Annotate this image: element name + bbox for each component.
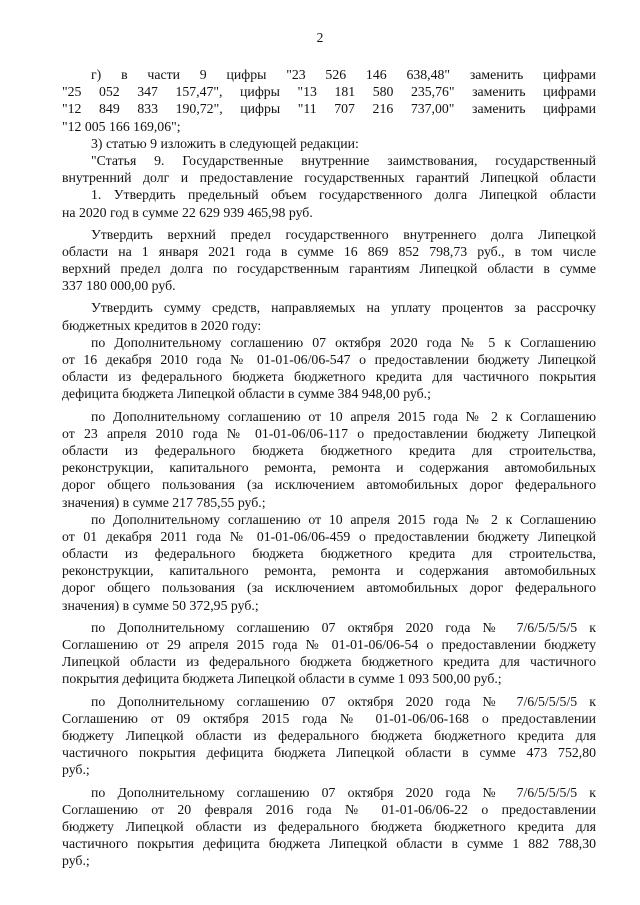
text-line: "Статья 9. Государственные внутренние заимствования, государственный xyxy=(91,152,596,168)
text-line: 337 180 000,00 руб. xyxy=(62,278,176,294)
text-line: по Дополнительному соглашению 07 октября 2020 года № 5 к Соглашению xyxy=(91,334,596,350)
text-line: области на 1 января 2021 года в сумме 16 869 852 798,73 руб., в том числе xyxy=(62,243,596,259)
text-line: по Дополнительному соглашению от 10 апреля 2015 года № 2 к Соглашению xyxy=(91,408,596,424)
text-line: верхний предел долга по государственным гарантиям Липецкой области в сумме xyxy=(62,261,596,277)
document-body xyxy=(62,66,596,869)
text-line: по Дополнительному соглашению 07 октября 2020 года № 7/6/5/5/5/5 к xyxy=(91,693,596,709)
text-line: по Дополнительному соглашению 07 октября 2020 года № 7/6/5/5/5/5 к xyxy=(91,619,596,635)
text-line: от 23 апреля 2010 года № 01-01-06/06-117 о предоставлении бюджету Липецкой xyxy=(62,425,596,441)
text-line: "25 052 347 157,47", цифры "13 181 580 235,76" заменить цифрами xyxy=(62,84,596,100)
text-line: дефицита бюджета Липецкой области в сумме 384 948,00 руб.; xyxy=(62,386,431,402)
text-line: Соглашению от 20 февраля 2016 года № 01-01-06/06-22 о предоставлении xyxy=(62,801,596,817)
text-line: области из федерального бюджета бюджетного кредита для строительства, xyxy=(62,546,596,562)
text-line: бюджету Липецкой области из федерального бюджета бюджетного кредита для xyxy=(62,818,596,834)
text-line: частичного покрытия дефицита бюджета Липецкой области в сумме 1 882 788,30 xyxy=(62,836,596,852)
text-line: внутренний долг и предоставление государственных гарантий Липецкой области xyxy=(62,170,596,186)
text-line: от 01 декабря 2011 года № 01-01-06/06-459 о предоставлении бюджету Липецкой xyxy=(62,528,596,544)
page-number: 2 xyxy=(316,30,324,45)
text-line: "12 849 833 190,72", цифры "11 707 216 737,00" заменить цифрами xyxy=(62,101,596,117)
text-line: Утвердить верхний предел государственного внутреннего долга Липецкой xyxy=(91,226,596,242)
text-line: 3) статью 9 изложить в следующей редакции: xyxy=(91,135,359,151)
text-line: Соглашению от 29 апреля 2015 года № 01-01-06/06-54 о предоставлении бюджету xyxy=(62,637,596,652)
text-line: бюджету Липецкой области из федерального бюджета бюджетного кредита для xyxy=(62,727,596,743)
text-line: Утвердить сумму средств, направляемых на уплату процентов за рассрочку xyxy=(91,300,596,316)
text-line: реконструкции, капитального ремонта, ремонта и содержания автомобильных xyxy=(62,460,596,476)
text-line: Липецкой области из федерального бюджета бюджетного кредита для частичного xyxy=(62,654,596,670)
text-line: руб.; xyxy=(62,853,90,869)
text-line: по Дополнительному соглашению 07 октября 2020 года № 7/6/5/5/5/5 к xyxy=(91,784,596,800)
text-line: покрытия дефицита бюджета Липецкой области в сумме 1 093 500,00 руб.; xyxy=(62,671,502,687)
text-line: значения) в сумме 217 785,55 руб.; xyxy=(62,494,266,510)
text-line: Соглашению от 09 октября 2015 года № 01-01-06/06-168 о предоставлении xyxy=(62,710,596,726)
text-line: от 16 декабря 2010 года № 01-01-06/06-547 о предоставлении бюджету Липецкой xyxy=(62,352,596,367)
text-line: бюджетных кредитов в 2020 году: xyxy=(62,317,262,333)
text-line: области из федерального бюджета бюджетного кредита для частичного покрытия xyxy=(62,369,596,385)
text-line: частичного покрытия дефицита бюджета Липецкой области в сумме 473 752,80 xyxy=(62,745,596,761)
text-line: г) в части 9 цифры "23 526 146 638,48" заменить цифрами xyxy=(91,67,596,82)
text-line: на 2020 год в сумме 22 629 939 465,98 руб. xyxy=(62,204,313,220)
text-line: реконструкции, капитального ремонта, ремонта и содержания автомобильных xyxy=(62,563,596,579)
text-line: руб.; xyxy=(62,762,90,778)
text-line: 1. Утвердить предельный объем государственного долга Липецкой области xyxy=(91,187,596,203)
text-line: области из федерального бюджета бюджетного кредита для строительства, xyxy=(62,442,596,458)
text-line: "12 005 166 169,06"; xyxy=(62,118,181,134)
text-line: дорог общего пользования (за исключением автомобильных дорог федерального xyxy=(62,477,596,493)
text-line: значения) в сумме 50 372,95 руб.; xyxy=(62,597,259,613)
text-line: по Дополнительному соглашению от 10 апреля 2015 года № 2 к Соглашению xyxy=(91,511,596,527)
text-line: дорог общего пользования (за исключением автомобильных дорог федерального xyxy=(62,580,596,596)
